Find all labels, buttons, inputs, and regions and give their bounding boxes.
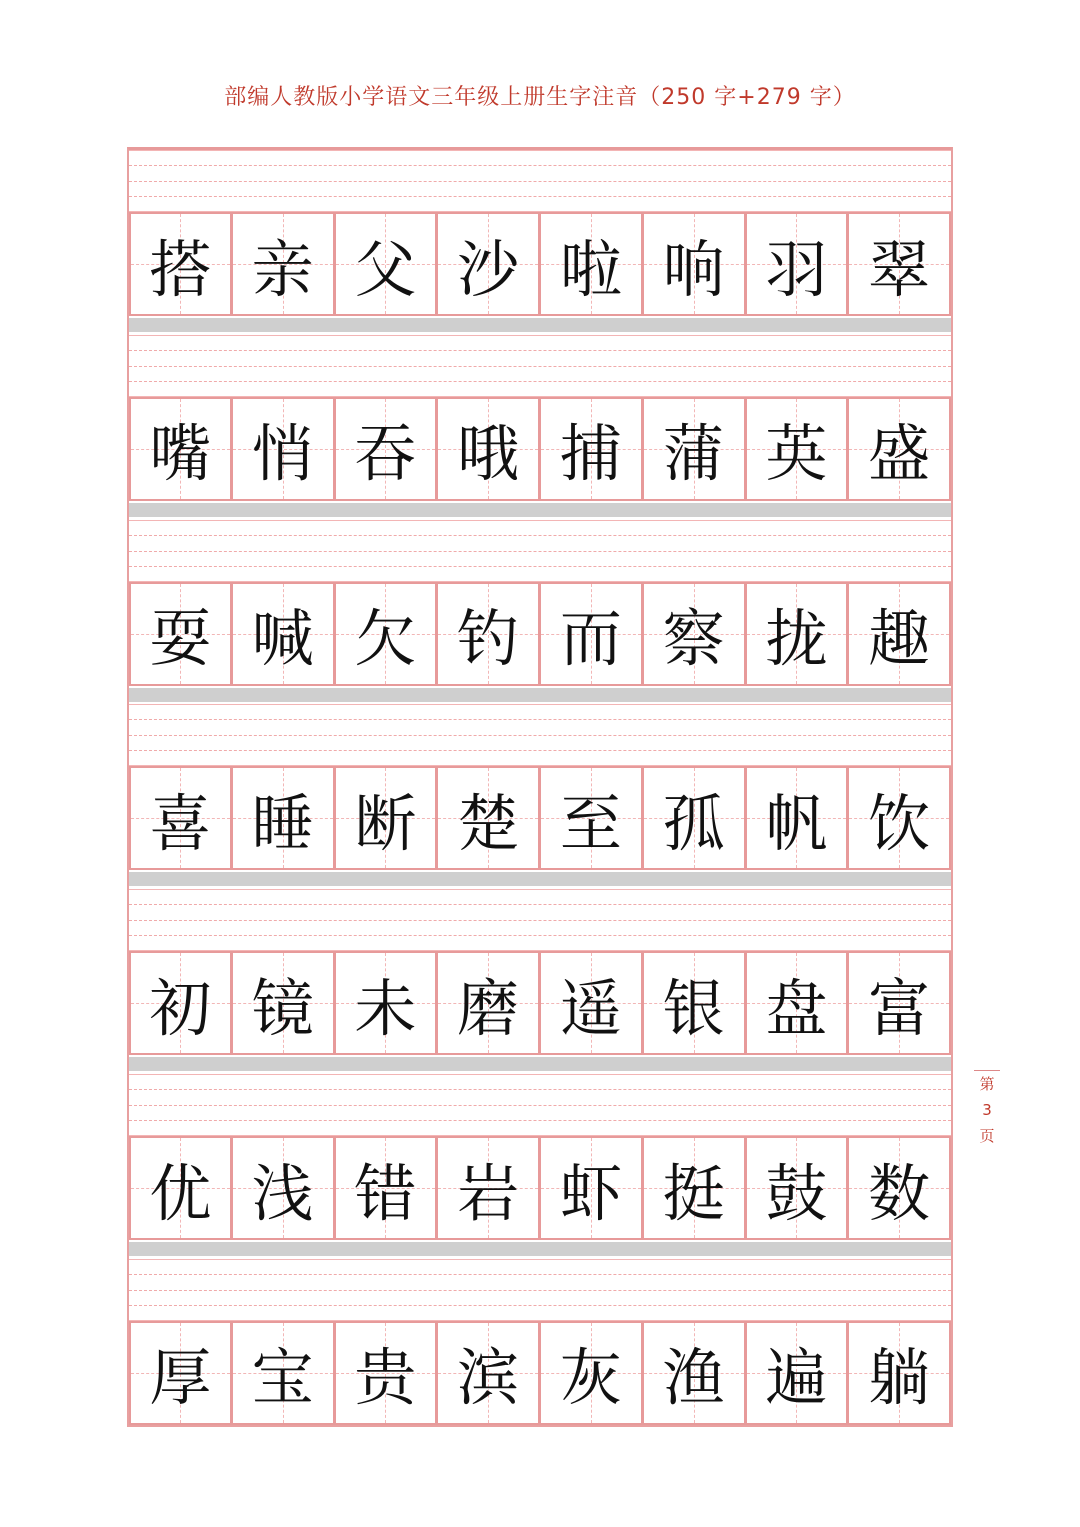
pinyin-zone bbox=[129, 704, 951, 766]
character-row bbox=[129, 1136, 951, 1240]
character: 悄 bbox=[251, 417, 314, 491]
page-number-prefix: 第 bbox=[979, 1075, 995, 1093]
character-row-block bbox=[129, 889, 951, 1074]
pinyin-guide-line bbox=[129, 551, 951, 552]
character-row bbox=[129, 766, 951, 870]
character: 搭 bbox=[149, 232, 212, 306]
pinyin-zone bbox=[129, 520, 951, 582]
page-title: 部编人教版小学语文三年级上册生字注音（250 字+279 字） bbox=[224, 85, 856, 110]
character-cell bbox=[540, 212, 643, 316]
character: 数 bbox=[868, 1156, 931, 1230]
character-row bbox=[129, 1321, 951, 1425]
character: 父 bbox=[354, 232, 417, 306]
pinyin-guide-line bbox=[129, 904, 951, 905]
pinyin-guide-line bbox=[129, 935, 951, 936]
character-cell bbox=[746, 1321, 849, 1425]
character-row-block bbox=[129, 335, 951, 520]
character: 错 bbox=[354, 1156, 417, 1230]
row-separator-bar bbox=[129, 1242, 951, 1256]
character-cell bbox=[746, 582, 849, 686]
character: 饮 bbox=[868, 786, 931, 860]
character: 未 bbox=[354, 971, 417, 1045]
character-cell bbox=[232, 582, 335, 686]
character-cell bbox=[540, 951, 643, 1055]
pinyin-guide-line bbox=[129, 381, 951, 382]
character-cell bbox=[129, 951, 232, 1055]
character-cell bbox=[848, 766, 951, 870]
page-number-suffix: 页 bbox=[979, 1127, 995, 1145]
character: 厚 bbox=[149, 1341, 212, 1415]
character-cell bbox=[232, 1321, 335, 1425]
character: 喊 bbox=[251, 602, 314, 676]
character-cell bbox=[335, 582, 438, 686]
row-separator-bar bbox=[129, 1057, 951, 1071]
character-cell bbox=[540, 1321, 643, 1425]
character-cell bbox=[746, 766, 849, 870]
character: 灰 bbox=[559, 1341, 622, 1415]
character: 睡 bbox=[251, 786, 314, 860]
character-cell bbox=[437, 766, 540, 870]
character-row-block bbox=[129, 704, 951, 889]
character: 至 bbox=[559, 786, 622, 860]
character-cell bbox=[437, 582, 540, 686]
character-cell bbox=[335, 212, 438, 316]
character-cell bbox=[540, 397, 643, 501]
pinyin-zone bbox=[129, 150, 951, 212]
character: 亲 bbox=[251, 232, 314, 306]
character: 蒲 bbox=[662, 417, 725, 491]
character: 钓 bbox=[457, 602, 520, 676]
character-cell bbox=[232, 951, 335, 1055]
pinyin-guide-line bbox=[129, 366, 951, 367]
character: 沙 bbox=[457, 232, 520, 306]
character-cell bbox=[437, 1136, 540, 1240]
row-separator-bar bbox=[129, 318, 951, 332]
character-row-block bbox=[129, 150, 951, 335]
pinyin-guide-line bbox=[129, 920, 951, 921]
tianzige-sheet bbox=[127, 147, 953, 1427]
character: 浅 bbox=[251, 1156, 314, 1230]
row-separator-bar bbox=[129, 503, 951, 517]
character: 盘 bbox=[765, 971, 828, 1045]
character: 哦 bbox=[457, 417, 520, 491]
pinyin-guide-line bbox=[129, 719, 951, 720]
character-cell bbox=[643, 951, 746, 1055]
character-cell bbox=[335, 1321, 438, 1425]
character-cell bbox=[643, 766, 746, 870]
character: 岩 bbox=[457, 1156, 520, 1230]
row-separator-bar bbox=[129, 872, 951, 886]
character-row bbox=[129, 951, 951, 1055]
character: 而 bbox=[559, 602, 622, 676]
character: 翠 bbox=[868, 232, 931, 306]
character-cell bbox=[129, 766, 232, 870]
character: 耍 bbox=[149, 602, 212, 676]
character: 遥 bbox=[559, 971, 622, 1045]
character: 喜 bbox=[149, 786, 212, 860]
character-cell bbox=[129, 1321, 232, 1425]
character-cell bbox=[437, 951, 540, 1055]
character: 英 bbox=[765, 417, 828, 491]
pinyin-guide-line bbox=[129, 1089, 951, 1090]
character-cell bbox=[848, 212, 951, 316]
pinyin-guide-line bbox=[129, 1105, 951, 1106]
pinyin-zone bbox=[129, 335, 951, 397]
character: 羽 bbox=[765, 232, 828, 306]
character-cell bbox=[848, 397, 951, 501]
pinyin-guide-line bbox=[129, 196, 951, 197]
character-cell bbox=[643, 1321, 746, 1425]
character: 躺 bbox=[868, 1341, 931, 1415]
pinyin-zone bbox=[129, 889, 951, 951]
character: 趣 bbox=[868, 602, 931, 676]
character-cell bbox=[335, 951, 438, 1055]
pinyin-guide-line bbox=[129, 889, 951, 890]
character-cell bbox=[232, 766, 335, 870]
character-cell bbox=[437, 1321, 540, 1425]
character-cell bbox=[129, 1136, 232, 1240]
character: 欠 bbox=[354, 602, 417, 676]
pinyin-guide-line bbox=[129, 150, 951, 151]
character-row-block bbox=[129, 1074, 951, 1259]
character-row bbox=[129, 212, 951, 316]
character: 孤 bbox=[662, 786, 725, 860]
character: 盛 bbox=[868, 417, 931, 491]
character: 吞 bbox=[354, 417, 417, 491]
pinyin-guide-line bbox=[129, 1274, 951, 1275]
pinyin-guide-line bbox=[129, 566, 951, 567]
character-cell bbox=[848, 1321, 951, 1425]
character-cell bbox=[746, 951, 849, 1055]
character-cell bbox=[335, 766, 438, 870]
character: 帆 bbox=[765, 786, 828, 860]
pinyin-guide-line bbox=[129, 535, 951, 536]
character-cell bbox=[540, 582, 643, 686]
character: 银 bbox=[662, 971, 725, 1045]
pinyin-guide-line bbox=[129, 704, 951, 705]
pinyin-guide-line bbox=[129, 335, 951, 336]
character-cell bbox=[848, 1136, 951, 1240]
character-row bbox=[129, 582, 951, 686]
page-number-value: 3 bbox=[982, 1101, 992, 1119]
character-cell bbox=[232, 1136, 335, 1240]
character-cell bbox=[232, 397, 335, 501]
character-cell bbox=[437, 397, 540, 501]
character-cell bbox=[540, 766, 643, 870]
character-cell bbox=[643, 1136, 746, 1240]
character-cell bbox=[848, 582, 951, 686]
pinyin-guide-line bbox=[129, 181, 951, 182]
character-cell bbox=[437, 212, 540, 316]
character: 磨 bbox=[457, 971, 520, 1045]
pinyin-guide-line bbox=[129, 750, 951, 751]
character: 虾 bbox=[559, 1156, 622, 1230]
character-cell bbox=[643, 582, 746, 686]
pinyin-guide-line bbox=[129, 1120, 951, 1121]
character-cell bbox=[335, 1136, 438, 1240]
character: 楚 bbox=[457, 786, 520, 860]
character: 遍 bbox=[765, 1341, 828, 1415]
character-cell bbox=[232, 212, 335, 316]
row-separator-bar bbox=[129, 688, 951, 702]
character: 捕 bbox=[559, 417, 622, 491]
pinyin-guide-line bbox=[129, 350, 951, 351]
character-cell bbox=[746, 212, 849, 316]
character: 优 bbox=[149, 1156, 212, 1230]
character-row-block bbox=[129, 520, 951, 705]
character-row-block bbox=[129, 1259, 951, 1444]
character: 嘴 bbox=[149, 417, 212, 491]
character: 滨 bbox=[457, 1341, 520, 1415]
pinyin-guide-line bbox=[129, 1290, 951, 1291]
pinyin-zone bbox=[129, 1259, 951, 1321]
character: 镜 bbox=[251, 971, 314, 1045]
character: 拢 bbox=[765, 602, 828, 676]
character: 富 bbox=[868, 971, 931, 1045]
pinyin-guide-line bbox=[129, 1259, 951, 1260]
page-number bbox=[972, 1070, 1002, 1149]
pinyin-guide-line bbox=[129, 735, 951, 736]
character-cell bbox=[746, 397, 849, 501]
character-row bbox=[129, 397, 951, 501]
character: 挺 bbox=[662, 1156, 725, 1230]
pinyin-guide-line bbox=[129, 1305, 951, 1306]
pinyin-guide-line bbox=[129, 1074, 951, 1075]
character-cell bbox=[129, 212, 232, 316]
character: 宝 bbox=[251, 1341, 314, 1415]
character-cell bbox=[335, 397, 438, 501]
character: 鼓 bbox=[765, 1156, 828, 1230]
character-cell bbox=[129, 397, 232, 501]
character: 响 bbox=[662, 232, 725, 306]
character-cell bbox=[540, 1136, 643, 1240]
character: 断 bbox=[354, 786, 417, 860]
pinyin-zone bbox=[129, 1074, 951, 1136]
character: 啦 bbox=[559, 232, 622, 306]
character-cell bbox=[643, 212, 746, 316]
pinyin-guide-line bbox=[129, 165, 951, 166]
character: 初 bbox=[149, 971, 212, 1045]
character-cell bbox=[643, 397, 746, 501]
character-cell bbox=[848, 951, 951, 1055]
character-cell bbox=[746, 1136, 849, 1240]
character-cell bbox=[129, 582, 232, 686]
pinyin-guide-line bbox=[129, 520, 951, 521]
character: 贵 bbox=[354, 1341, 417, 1415]
character: 察 bbox=[662, 602, 725, 676]
character: 渔 bbox=[662, 1341, 725, 1415]
